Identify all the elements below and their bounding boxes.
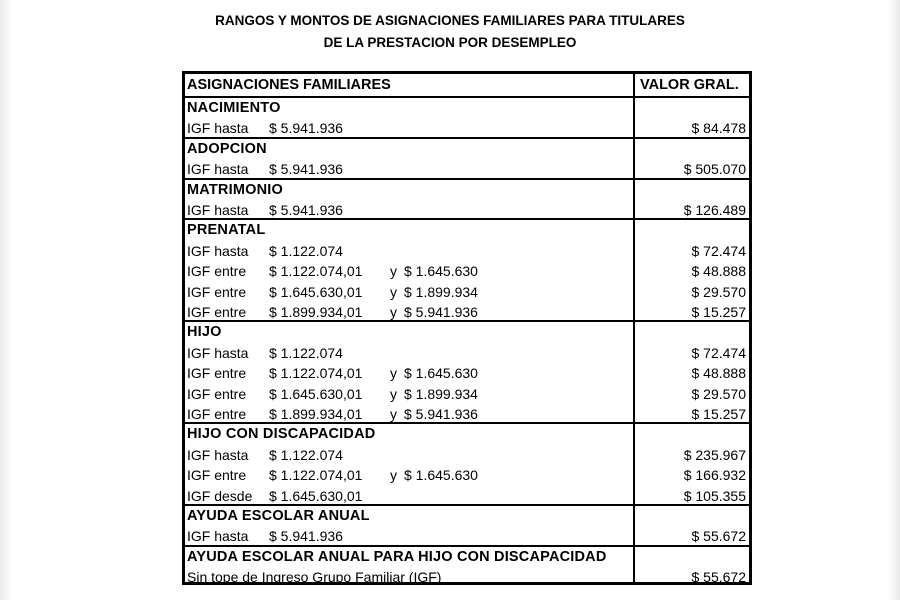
allowance-value: $ 72.474: [691, 344, 746, 361]
section-title: PRENATAL: [187, 222, 266, 239]
table-row: [185, 241, 749, 261]
table-row: [185, 465, 749, 485]
section-title: MATRIMONIO: [187, 181, 283, 198]
allowance-value: $ 126.489: [683, 202, 746, 218]
range-conjunction: y: [390, 365, 397, 382]
income-threshold: $ 5.941.936: [269, 528, 343, 545]
income-threshold-upper: $ 5.941.936: [404, 406, 478, 422]
section-header-row: [185, 178, 749, 200]
allowance-value: $ 48.888: [691, 365, 746, 382]
income-threshold-upper: $ 1.645.630: [404, 263, 478, 280]
document-title-line-1: RANGOS Y MONTOS DE ASIGNACIONES FAMILIARES PARA TITULARES: [215, 13, 685, 28]
table-row: [185, 363, 749, 383]
document-title-line-2: DE LA PRESTACION POR DESEMPLEO: [323, 35, 577, 50]
income-threshold-upper: $ 5.941.936: [404, 304, 478, 320]
income-condition-label: IGF entre: [187, 406, 247, 422]
income-threshold-upper: $ 1.645.630: [404, 467, 478, 484]
table-row: [185, 343, 749, 363]
allowance-value: $ 105.355: [683, 487, 746, 504]
allowance-value: $ 505.070: [683, 161, 746, 178]
allowance-value: $ 235.967: [683, 446, 746, 463]
range-conjunction: y: [390, 467, 397, 484]
column-header-allowances: ASIGNACIONES FAMILIARES: [187, 77, 391, 93]
income-threshold-upper: $ 1.899.934: [404, 385, 478, 402]
section-header-row: [185, 98, 749, 118]
range-conjunction: y: [390, 283, 397, 300]
section-title: HIJO CON DISCAPACIDAD: [187, 426, 376, 443]
income-condition-label: IGF entre: [187, 385, 247, 402]
section-header-row: [185, 422, 749, 444]
table-row: [185, 261, 749, 281]
income-threshold: $ 5.941.936: [269, 202, 343, 218]
section-title: HIJO: [187, 324, 222, 341]
income-condition-label: IGF hasta: [187, 528, 249, 545]
income-condition-label: IGF hasta: [187, 202, 249, 218]
table-header-row: [185, 74, 749, 98]
income-condition-label: IGF entre: [187, 365, 247, 382]
allowance-value: $ 72.474: [691, 242, 746, 259]
income-condition-label: IGF hasta: [187, 242, 249, 259]
table-row: [185, 445, 749, 465]
income-threshold-upper: $ 1.645.630: [404, 365, 478, 382]
income-condition-label: IGF hasta: [187, 161, 249, 178]
table-row: [185, 200, 749, 220]
income-condition-label: IGF hasta: [187, 446, 249, 463]
allowance-value: $ 29.570: [691, 385, 746, 402]
income-threshold: $ 1.122.074,01: [269, 467, 363, 484]
income-threshold: $ 1.645.630,01: [269, 385, 363, 402]
table-row: [185, 302, 749, 322]
allowance-value: $ 15.257: [691, 304, 746, 320]
table-row: [185, 384, 749, 404]
allowance-value: $ 166.932: [683, 467, 746, 484]
income-threshold: $ 1.899.934,01: [269, 406, 363, 422]
section-title: AYUDA ESCOLAR ANUAL: [187, 508, 370, 524]
income-condition-label: IGF entre: [187, 263, 247, 280]
section-header-row: [185, 137, 749, 159]
allowance-value: $ 55.672: [691, 569, 746, 586]
range-conjunction: y: [390, 304, 397, 320]
section-title: NACIMIENTO: [187, 100, 281, 116]
column-header-value: VALOR GRAL.: [640, 77, 739, 93]
income-condition-label: Sin tope de Ingreso Grupo Familiar (IGF): [187, 569, 442, 586]
allowances-table: [182, 71, 752, 585]
allowance-value: $ 48.888: [691, 263, 746, 280]
income-threshold: $ 1.122.074: [269, 344, 343, 361]
allowance-value: $ 15.257: [691, 406, 746, 422]
income-threshold: $ 1.899.934,01: [269, 304, 363, 320]
table-row: [185, 159, 749, 179]
allowance-value: $ 84.478: [691, 120, 746, 137]
income-condition-label: IGF entre: [187, 304, 247, 320]
allowance-value: $ 29.570: [691, 283, 746, 300]
page-edge-right: [888, 0, 900, 600]
income-threshold-upper: $ 1.899.934: [404, 283, 478, 300]
income-threshold: $ 1.645.630,01: [269, 487, 363, 504]
income-threshold: $ 1.122.074: [269, 242, 343, 259]
income-threshold: $ 5.941.936: [269, 120, 343, 137]
income-condition-label: IGF entre: [187, 467, 247, 484]
section-header-row: [185, 218, 749, 240]
table-row: [185, 118, 749, 138]
range-conjunction: y: [390, 406, 397, 422]
income-condition-label: IGF hasta: [187, 344, 249, 361]
income-condition-label: IGF hasta: [187, 120, 249, 137]
income-threshold: $ 1.122.074: [269, 446, 343, 463]
table-row: [185, 282, 749, 302]
section-header-row: [185, 504, 749, 526]
table-row: [185, 486, 749, 506]
section-title: ADOPCION: [187, 140, 267, 157]
table-row: [185, 404, 749, 424]
income-condition-label: IGF entre: [187, 283, 247, 300]
range-conjunction: y: [390, 385, 397, 402]
income-condition-label: IGF desde: [187, 487, 253, 504]
section-title: AYUDA ESCOLAR ANUAL PARA HIJO CON DISCAPACIDAD: [187, 548, 607, 565]
range-conjunction: y: [390, 263, 397, 280]
table-row: [185, 526, 749, 546]
allowance-value: $ 55.672: [691, 528, 746, 545]
section-header-row: [185, 545, 749, 567]
income-threshold: $ 1.122.074,01: [269, 365, 363, 382]
section-header-row: [185, 320, 749, 342]
income-threshold: $ 1.645.630,01: [269, 283, 363, 300]
income-threshold: $ 1.122.074,01: [269, 263, 363, 280]
income-threshold: $ 5.941.936: [269, 161, 343, 178]
table-row: [185, 567, 749, 587]
page-edge-left: [0, 0, 12, 600]
